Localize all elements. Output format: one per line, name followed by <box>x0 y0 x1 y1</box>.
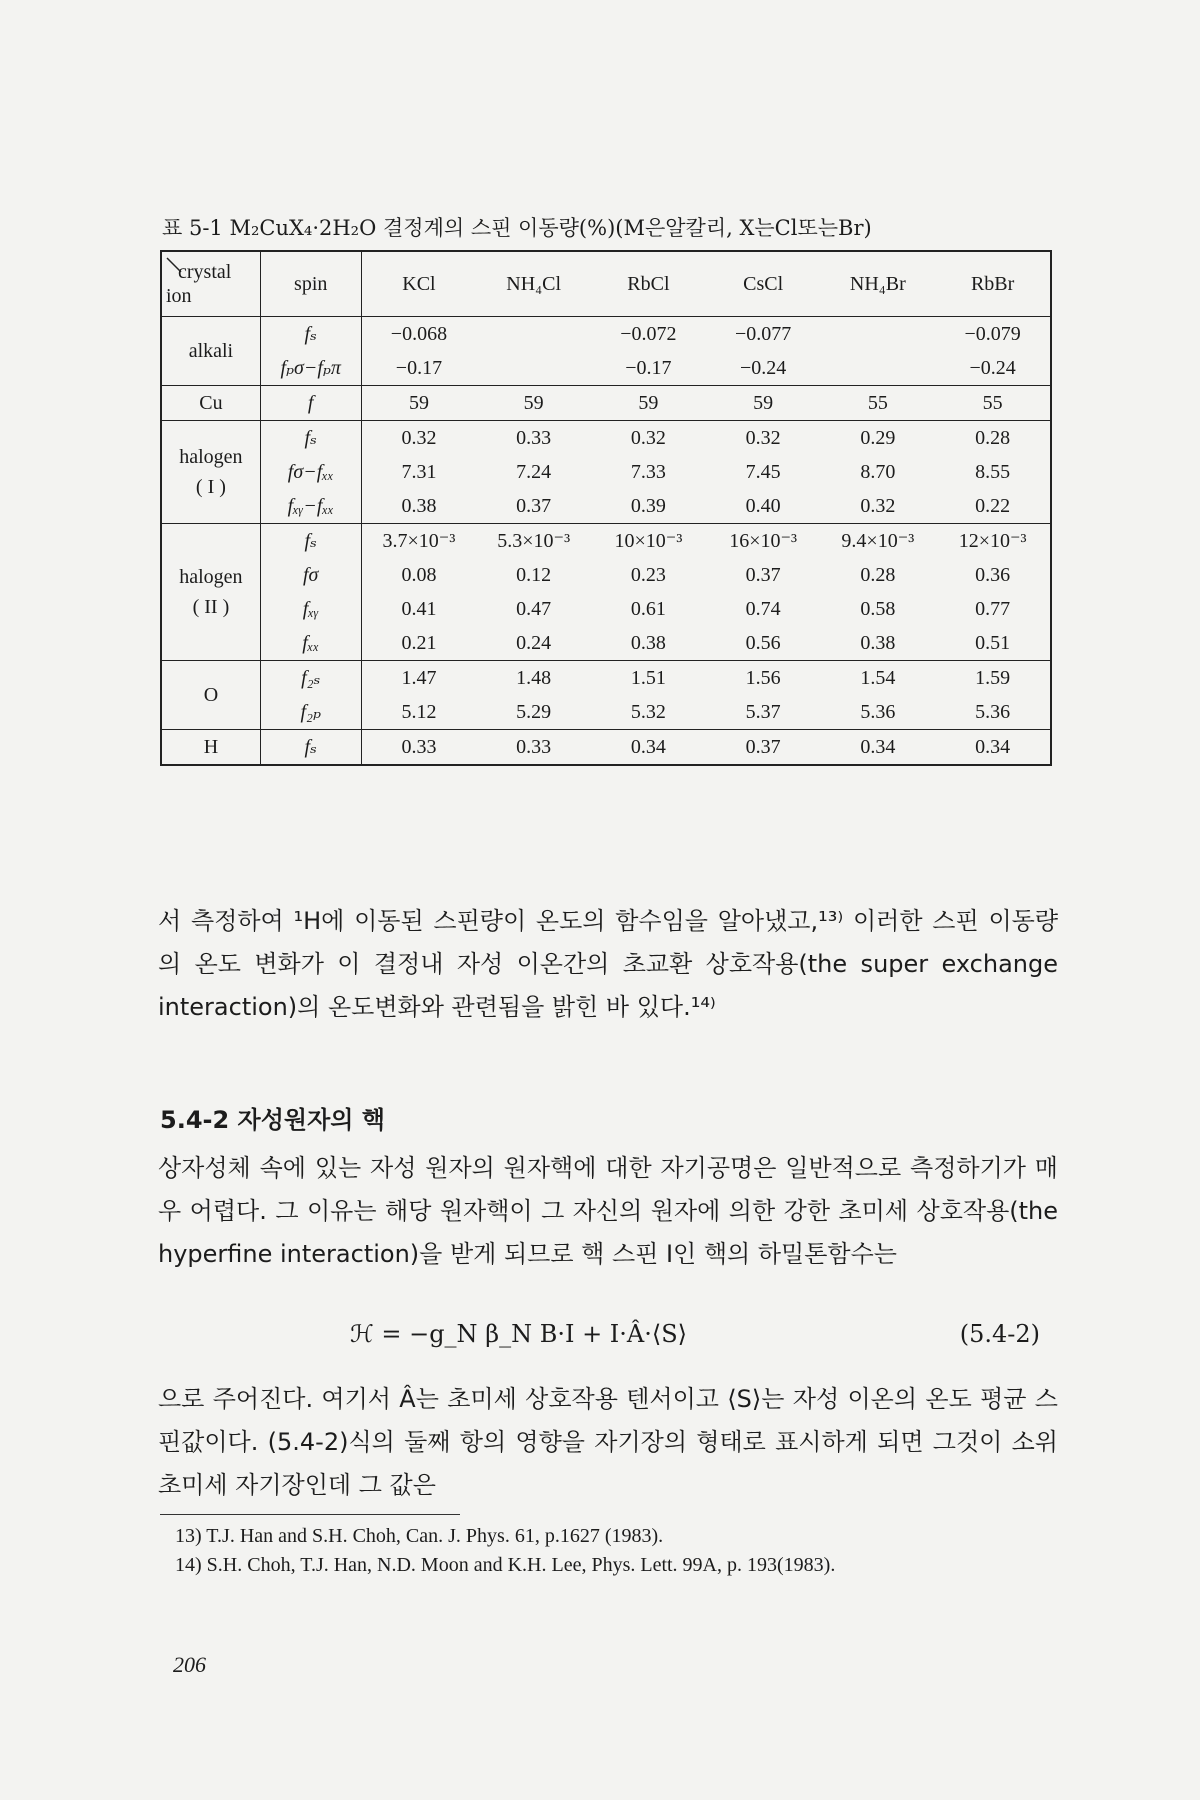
value-cell: 7.24 <box>516 461 552 483</box>
header-ion-label: ion <box>166 285 192 307</box>
value-cell: 5.37 <box>745 701 781 723</box>
table-row <box>161 351 1051 386</box>
equation-number: (5.4-2) <box>959 1320 1040 1348</box>
value-cell: 10×10⁻³ <box>591 524 706 559</box>
value-cell: 0.34 <box>820 730 935 766</box>
table-row <box>161 695 1051 730</box>
header-column: NH₄Cl <box>476 251 591 317</box>
value-cell: 9.4×10⁻³ <box>820 524 935 559</box>
value-cell: 0.38 <box>401 495 437 517</box>
value-cell: 0.74 <box>745 598 781 620</box>
value-cell: −0.17 <box>395 357 443 379</box>
equation-formula: ℋ = −g_N β_N B·I + I·Â·⟨S⟩ <box>350 1320 688 1348</box>
value-cell: 5.12 <box>401 701 437 723</box>
value-cell: −0.079 <box>935 317 1051 352</box>
value-cell <box>476 351 591 386</box>
value-cell <box>820 317 935 352</box>
spin-cell: fσ−fₓₓ <box>260 455 361 489</box>
spin-cell: fₛ <box>260 421 361 456</box>
value-cell: −0.077 <box>706 317 821 352</box>
value-cell: 5.32 <box>630 701 666 723</box>
value-cell: 0.38 <box>630 632 666 654</box>
table-row <box>161 558 1051 592</box>
ion-cell: H <box>161 730 260 766</box>
value-cell: 3.7×10⁻³ <box>361 524 476 559</box>
value-cell: 59 <box>591 386 706 421</box>
ion-cell: alkali <box>161 317 260 386</box>
value-cell: 0.28 <box>860 564 896 586</box>
value-cell: 59 <box>706 386 821 421</box>
table-row <box>161 421 1051 456</box>
ion-cell: halogen ( II ) <box>161 524 260 661</box>
value-cell: 7.45 <box>745 461 781 483</box>
value-cell: 0.56 <box>745 632 781 654</box>
equation-5-4-2 <box>350 1320 1040 1348</box>
value-cell: 8.70 <box>860 461 896 483</box>
value-cell: 0.37 <box>516 495 552 517</box>
value-cell: 0.39 <box>630 495 666 517</box>
value-cell <box>476 317 591 352</box>
footnote-13: 13) T.J. Han and S.H. Choh, Can. J. Phys. 61, p.1627 (1983). <box>175 1525 664 1547</box>
paragraph-tensor: 으로 주어진다. 여기서 Â는 초미세 상호작용 텐서이고 ⟨S⟩는 자성 이온의 온도 평균 스핀값이다. (5.4-2)식의 둘째 항의 영향을 자기장의 형태로 표시하게 되면 그것이 소위 초미세 자기장인데 그 값은 <box>158 1385 1058 1499</box>
value-cell: 0.33 <box>476 730 591 766</box>
value-cell: 0.33 <box>361 730 476 766</box>
value-cell: 55 <box>935 386 1051 421</box>
value-cell: 0.24 <box>516 632 552 654</box>
value-cell <box>820 351 935 386</box>
spin-cell: f₂ₚ <box>260 695 361 730</box>
footnote-14: 14) S.H. Choh, T.J. Han, N.D. Moon and K.H. Lee, Phys. Lett. 99A, p. 193(1983). <box>175 1554 836 1576</box>
value-cell: 59 <box>361 386 476 421</box>
header-column: CsCl <box>706 251 821 317</box>
header-column: NH₄Br <box>820 251 935 317</box>
value-cell: −0.17 <box>625 357 672 379</box>
spin-cell: fₚσ−fₚπ <box>260 351 361 386</box>
ion-cell: O <box>161 661 260 730</box>
value-cell: 0.32 <box>361 421 476 456</box>
value-cell: 0.12 <box>516 564 552 586</box>
value-cell: 1.48 <box>476 661 591 696</box>
value-cell: 0.32 <box>591 421 706 456</box>
table-row <box>161 730 1051 766</box>
value-cell: 12×10⁻³ <box>935 524 1051 559</box>
table-row <box>161 455 1051 489</box>
spin-cell: fₛ <box>260 730 361 766</box>
value-cell: 59 <box>476 386 591 421</box>
value-cell: 0.61 <box>630 598 666 620</box>
value-cell: 0.58 <box>860 598 896 620</box>
value-cell: 0.22 <box>935 489 1051 524</box>
value-cell: 1.56 <box>706 661 821 696</box>
value-cell: 5.3×10⁻³ <box>476 524 591 559</box>
value-cell: 0.28 <box>935 421 1051 456</box>
value-cell: 0.23 <box>630 564 666 586</box>
spin-cell: f₂ₛ <box>260 661 361 696</box>
value-cell: 1.51 <box>591 661 706 696</box>
value-cell: −0.24 <box>739 357 787 379</box>
value-cell: 0.34 <box>591 730 706 766</box>
value-cell: −0.072 <box>591 317 706 352</box>
header-spin-label: spin <box>260 251 361 317</box>
value-cell: 0.34 <box>935 730 1051 766</box>
value-cell: 0.33 <box>476 421 591 456</box>
value-cell: 1.54 <box>820 661 935 696</box>
header-crystal-ion-cell <box>161 251 260 317</box>
value-cell: 0.51 <box>935 626 1051 661</box>
section-heading: 5.4-2 자성원자의 핵 <box>160 1106 385 1134</box>
table-row <box>161 661 1051 696</box>
footnote-rule <box>160 1514 460 1515</box>
value-cell: 5.36 <box>860 701 896 723</box>
spin-cell: f <box>260 386 361 421</box>
value-cell: 0.40 <box>745 495 781 517</box>
table-row <box>161 626 1051 661</box>
spin-cell: fₓᵧ <box>260 592 361 626</box>
table-row <box>161 524 1051 559</box>
spin-cell: fₓᵧ−fₓₓ <box>260 489 361 524</box>
spin-cell: fσ <box>260 558 361 592</box>
value-cell: 0.37 <box>706 730 821 766</box>
value-cell: −0.24 <box>935 351 1051 386</box>
value-cell: 0.36 <box>935 558 1051 592</box>
paragraph-continuation: 서 측정하여 ¹H에 이동된 스핀량이 온도의 함수임을 알아냈고,¹³⁾ 이러한 스핀 이동량의 온도 변화가 이 결정내 자성 이온간의 초교환 상호작용(the super exchange interaction)의 온도변화와 관련됨을 밝힌 바 있다.¹⁴⁾ <box>158 907 1058 1021</box>
ion-cell: halogen ( I ) <box>161 421 260 524</box>
table-row <box>161 592 1051 626</box>
value-cell: 0.29 <box>820 421 935 456</box>
paragraph-hyperfine: 상자성체 속에 있는 자성 원자의 원자핵에 대한 자기공명은 일반적으로 측정하기가 매우 어렵다. 그 이유는 해당 원자핵이 그 자신의 원자에 의한 강한 초미세 상호작용(the hyperfine interaction)을 받게 되므로 핵 스핀 I인 핵의 하밀톤함수는 <box>158 1154 1058 1268</box>
value-cell: 1.59 <box>935 661 1051 696</box>
value-cell: 5.36 <box>935 695 1051 730</box>
value-cell: 5.29 <box>516 701 552 723</box>
header-column: RbCl <box>591 251 706 317</box>
spin-cell: fₛ <box>260 524 361 559</box>
value-cell: 55 <box>820 386 935 421</box>
value-cell: 0.32 <box>860 495 896 517</box>
value-cell: 0.77 <box>935 592 1051 626</box>
value-cell: −0.068 <box>361 317 476 352</box>
value-cell: 7.33 <box>630 461 666 483</box>
header-crystal-label: crystal <box>178 261 232 283</box>
value-cell: 1.47 <box>361 661 476 696</box>
header-column: KCl <box>361 251 476 317</box>
spin-cell: fₓₓ <box>260 626 361 661</box>
spin-cell: fₛ <box>260 317 361 352</box>
value-cell: 0.38 <box>860 632 896 654</box>
diagonal-slash-icon <box>165 256 185 276</box>
value-cell: 8.55 <box>935 455 1051 489</box>
value-cell: 0.08 <box>401 564 437 586</box>
table-row <box>161 317 1051 352</box>
footnotes <box>175 1522 1055 1580</box>
value-cell: 0.41 <box>401 598 437 620</box>
table-header-row <box>161 251 1051 317</box>
value-cell: 0.47 <box>516 598 552 620</box>
value-cell: 0.21 <box>401 632 437 654</box>
value-cell: 16×10⁻³ <box>706 524 821 559</box>
page-number: 206 <box>173 1652 206 1677</box>
table-row <box>161 386 1051 421</box>
value-cell: 7.31 <box>401 461 437 483</box>
header-column: RbBr <box>935 251 1051 317</box>
ion-cell: Cu <box>161 386 260 421</box>
value-cell: 0.32 <box>706 421 821 456</box>
table-caption: 표 5-1 M₂CuX₄·2H₂O 결정계의 스핀 이동량(%)(M은알칼리, X는Cl또는Br) <box>162 216 872 240</box>
spin-transfer-table <box>160 250 1052 766</box>
value-cell: 0.37 <box>745 564 781 586</box>
table-row <box>161 489 1051 524</box>
